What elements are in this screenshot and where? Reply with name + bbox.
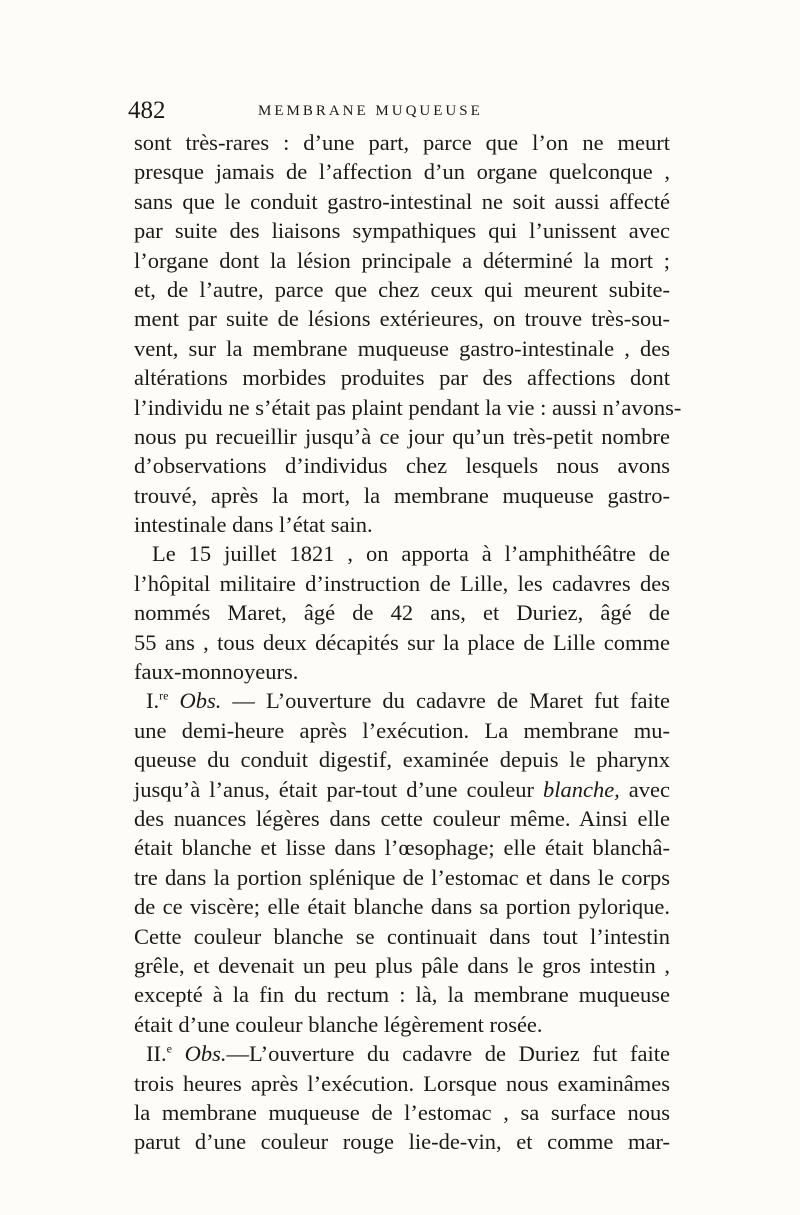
text-line: queuse du conduit digestif, examinée depuis le pharynx [134,747,670,773]
text-fragment: avec [619,776,671,802]
text-line: des nuances légères dans cette couleur même. Ainsi elle [134,805,670,831]
text-line: était d’une couleur blanche légèrement rosée. [134,1011,543,1037]
text-line: Cette couleur blanche se continuait dans tout l’intestin [134,923,670,949]
text-line: parut d’une couleur rouge lie-de-vin, et comme mar- [134,1129,670,1155]
ordinal-suffix: re [159,688,169,703]
text-line: ment par suite de lésions extérieures, on trouve très-sou- [134,306,670,332]
text-line: d’observations d’individus chez lesquels nous avons [134,453,670,479]
emphasized-word: blanche, [542,776,620,802]
page-header [128,97,688,127]
text-line: trois heures après l’exécution. Lorsque nous examinâmes [134,1070,670,1096]
text-line: une demi-heure après l’exécution. La membrane mu- [134,717,670,743]
text-line: faux-monnoyeurs. [134,659,299,685]
text-line: tre dans la portion splénique de l’estomac et dans le corps [134,864,670,890]
ordinal-suffix: e [166,1041,172,1056]
text-line: vent, sur la membrane muqueuse gastro-intestinale , des [134,335,670,361]
text-fragment: —L’ouverture du cadavre de Duriez fut faite [226,1041,671,1067]
paragraph-start-line: Le 15 juillet 1821 , on apporta à l’amphithéâtre de [152,541,670,567]
text-line: de ce viscère; elle était blanche dans sa portion pylorique. [134,894,670,920]
text-line: la membrane muqueuse de l’estomac , sa surface nous [134,1099,670,1125]
text-line: sans que le conduit gastro-intestinal ne soit aussi affecté [134,188,670,214]
text-line: l’individu ne s’était pas plaint pendant la vie : aussi n’avons- [134,394,682,420]
text-line: et, de l’autre, parce que chez ceux qui meurent subite- [134,276,670,302]
observation-number: II. [146,1041,167,1067]
text-fragment: — L’ouverture du cadavre de Maret fut faite [221,688,670,714]
text-line: intestinale dans l’état sain. [134,512,373,538]
observation-label: Obs. [179,688,222,714]
text-line: 55 ans , tous deux décapités sur la place de Lille comme [134,629,670,655]
text-line: excepté à la fin du rectum : là, la membrane muqueuse [134,982,670,1008]
text-fragment: jusqu’à l’anus, était par-tout d’une couleur [134,776,543,802]
body-text [134,128,682,1157]
observation-label: Obs. [184,1041,227,1067]
observation-2-heading-line [134,1039,670,1068]
text-line: trouvé, après la mort, la membrane muqueuse gastro- [134,482,670,508]
text-line: nous pu recueillir jusqu’à ce jour qu’un très-petit nombre [134,423,670,449]
observation-1-heading-line [134,686,670,715]
text-line: altérations morbides produites par des affections dont [134,365,670,391]
text-line: l’hôpital militaire d’instruction de Lille, les cadavres des [134,570,670,596]
text-line: nommés Maret, âgé de 42 ans, et Duriez, âgé de [134,600,670,626]
text-line: grêle, et devenait un peu plus pâle dans le gros intestin , [134,952,670,978]
text-line: presque jamais de l’affection d’un organe quelconque , [134,159,670,185]
text-line: l’organe dont la lésion principale a déterminé la mort ; [134,247,670,273]
text-line: sont très-rares : d’une part, parce que l’on ne meurt [134,130,670,155]
text-line: par suite des liaisons sympathiques qui l’unissent avec [134,218,670,244]
page-number: 482 [128,97,166,124]
observation-number: I. [146,688,160,714]
running-title: MEMBRANE MUQUEUSE [258,103,483,119]
text-line [134,775,670,804]
text-line: était blanche et lisse dans l’œsophage; elle était blanchâ- [134,835,670,861]
